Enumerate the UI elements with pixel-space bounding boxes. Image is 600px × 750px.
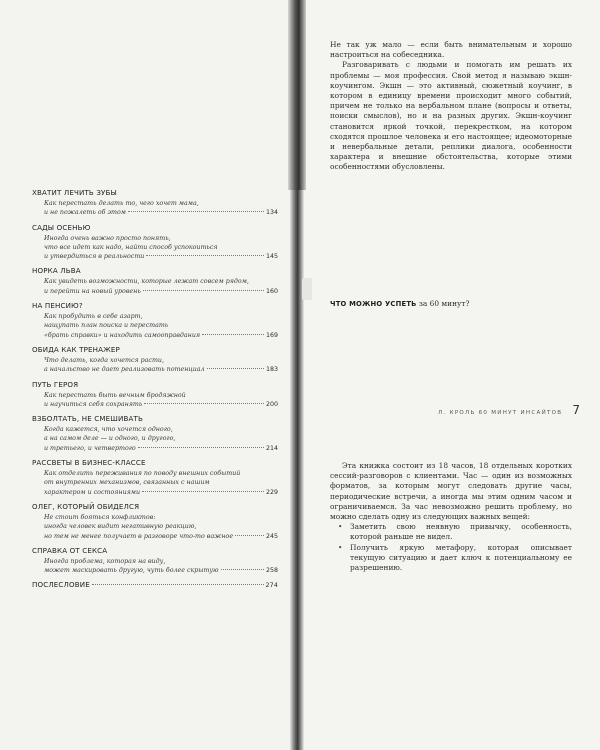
toc-entry — [32, 502, 278, 541]
bullet-item: • Получить яркую метафору, которая описывает текущую ситуацию и дает ключ к потенциальному ее разрешению. — [330, 543, 572, 574]
toc-heading: ВЗБОЛТАТЬ, НЕ СМЕШИВАТЬ — [32, 414, 143, 424]
toc-description-line: Иногда проблема, которая на виду, — [44, 557, 166, 565]
toc-page-number: 200 — [265, 400, 278, 408]
toc-entry — [32, 345, 278, 375]
toc-description-line: а на самом деле — и одного, и другого, — [44, 435, 176, 443]
toc-heading-row — [32, 580, 278, 591]
toc-description — [32, 199, 278, 218]
toc-leader-dots — [92, 584, 264, 585]
body-text — [330, 461, 572, 573]
toc-leader-dots — [143, 290, 264, 291]
bullet-item: • Заметить свою неявную привычку, особенность, которой раньше не видел. — [330, 522, 572, 542]
toc-leader-dots — [146, 255, 264, 256]
toc-page-number: 145 — [265, 253, 278, 261]
toc-page-number: 214 — [265, 444, 278, 452]
toc-heading: НА ПЕНСИЮ? — [32, 301, 83, 311]
toc-description-line: иногда человек видит негативную реакцию, — [44, 523, 197, 531]
toc-description-line: может маскировать другую, чуть более скрытую — [44, 567, 219, 575]
toc-leader-dots — [221, 569, 264, 570]
toc-entry — [32, 223, 278, 262]
toc-description-last-line — [44, 287, 278, 296]
bullet-list — [330, 522, 572, 573]
toc-description-line: и не пожалеть об этом — [44, 209, 126, 217]
toc-description-line: Иногда очень важно просто понять, — [44, 234, 171, 242]
toc-page-number: 134 — [265, 209, 278, 217]
toc-heading: ХВАТИТ ЛЕЧИТЬ ЗУБЫ — [32, 188, 117, 197]
toc-description-line: Как увидеть возможности, которые лежат совсем рядом, — [44, 278, 249, 286]
toc-page-number: 274 — [265, 582, 278, 590]
toc-heading: ОБИДА КАК ТРЕНАЖЕР — [32, 344, 120, 354]
toc-description — [32, 557, 278, 576]
toc-page-number: 169 — [265, 331, 278, 339]
toc-description-line: и утвердиться в реальности — [44, 253, 145, 261]
page-tab-mark — [302, 278, 324, 300]
toc-description-line: от внутренних механизмов, связанных с нашим — [44, 479, 210, 487]
toc-description-line: Как отделить переживания по поводу внешних событий — [44, 470, 241, 478]
toc-heading: ПОСЛЕСЛОВИЕ — [32, 580, 90, 590]
toc-description-line: Не стоит бояться конфликтов: — [44, 513, 156, 521]
toc-page-number: 245 — [265, 532, 278, 540]
intro-text — [330, 40, 572, 173]
toc-page-number: 160 — [265, 287, 278, 295]
toc-entry — [32, 188, 278, 218]
table-of-contents — [32, 188, 278, 596]
toc-leader-dots — [235, 535, 264, 536]
toc-description — [32, 312, 278, 340]
toc-description-line: и научиться себя сохранять — [44, 400, 143, 408]
toc-description — [32, 391, 278, 410]
toc-description-line: Как пробудить в себе азарт, — [44, 313, 143, 321]
running-footer — [420, 403, 580, 417]
toc-description — [32, 356, 278, 375]
toc-entry — [32, 546, 278, 576]
toc-description-line: и перейти на новый уровень — [44, 287, 141, 295]
toc-description-last-line — [44, 488, 278, 497]
toc-description-last-line — [44, 532, 278, 541]
toc-description — [32, 469, 278, 497]
toc-description-line: «брать справки» и находить самооправдания — [44, 331, 201, 339]
toc-description-line: Когда кажется, что хочется одного, — [44, 426, 173, 434]
toc-leader-dots — [138, 447, 264, 448]
toc-description — [32, 234, 278, 262]
toc-description-last-line — [44, 365, 278, 374]
toc-entry — [32, 580, 278, 591]
toc-heading: НОРКА ЛЬВА — [32, 266, 81, 276]
toc-description-line: Что делать, когда хочется расти, — [44, 356, 164, 364]
toc-page-number: 183 — [265, 366, 278, 374]
toc-leader-dots — [207, 368, 264, 369]
toc-heading: СПРАВКА ОТ СЕКСА — [32, 545, 108, 555]
book-gutter-shadow-top — [288, 0, 306, 190]
toc-entry — [32, 301, 278, 340]
toc-description-last-line — [44, 566, 278, 575]
body-paragraph-1: Эта книжка состоит из 18 часов, 18 отдельных коротких сессий-разговоров с клиентами. Час — один из возможных форматов, за которым могут следовать другие часы, периодические встречи, а иногда мы этим одним часом и ограничиваемся. За час невозможно решить проблему, но можно сделать одну из следующих важных вещей: — [330, 461, 572, 522]
toc-heading: ОЛЕГ, КОТОРЫЙ ОБИДЕЛСЯ — [32, 501, 140, 511]
toc-description-line: характером и состояниями — [44, 488, 141, 496]
toc-entry — [32, 414, 278, 453]
toc-entry — [32, 266, 278, 296]
toc-leader-dots — [142, 491, 264, 492]
toc-leader-dots — [128, 211, 264, 212]
toc-description-last-line — [44, 252, 278, 261]
toc-description — [32, 513, 278, 541]
intro-paragraph-2: Разговаривать с людьми и помогать им решать их проблемы — моя профессия. Свой метод я называю экшн-коучингом. Экшн — это активный, сюжетный коучинг, в котором в единицу времени происходит много событий, причем не только на вербальном плане (вопросы и ответы, поиски смыслов), но и на разных других. Экшн-коучинг становится яркой точкой, перекрестком, на котором сходятся прошлое человека и его настоящее; идеомоторные и невербальные детали, реплики диалога, особенности характера и внешние обстоятельства, которые этими особенностями обусловлены. — [330, 60, 572, 172]
toc-heading: САДЫ ОСЕНЬЮ — [32, 222, 91, 232]
toc-description — [32, 425, 278, 453]
page-number: 7 — [572, 403, 580, 417]
toc-entry — [32, 458, 278, 497]
section-heading — [330, 299, 572, 309]
footer-author-title: Л. КРОЛЬ 60 МИНУТ ИНСАЙТОВ — [438, 410, 563, 416]
toc-page-number: 258 — [265, 567, 278, 575]
toc-page-number: 229 — [265, 488, 278, 496]
toc-description-line: Как перестать делать то, чего хочет мама, — [44, 200, 199, 207]
toc-description-line: и третьего, и четвертого — [44, 444, 136, 452]
section-heading-caps: ЧТО МОЖНО УСПЕТЬ — [330, 300, 417, 308]
section-heading-rest: за 60 минут? — [416, 299, 470, 308]
toc-description-last-line — [44, 400, 278, 409]
toc-heading: ПУТЬ ГЕРОЯ — [32, 379, 79, 389]
toc-description-line: но тем не менее получает в разговоре что-то важное — [44, 532, 234, 540]
toc-leader-dots — [144, 403, 264, 404]
toc-description-last-line — [44, 331, 278, 340]
toc-description-last-line — [44, 208, 278, 217]
toc-leader-dots — [202, 334, 264, 335]
intro-paragraph-1: Не так уж мало — если быть внимательным и хорошо настроиться на собеседника. — [330, 40, 572, 60]
section-block — [330, 299, 572, 309]
toc-description-last-line — [44, 444, 278, 453]
toc-description-line: а начальство не дает реализовать потенциал — [44, 366, 205, 374]
toc-description-line: Как перестать быть вечным бродяжной — [44, 391, 186, 399]
toc-description — [32, 277, 278, 296]
toc-description-line: что все идет как надо, найти способ успокоиться — [44, 243, 218, 251]
toc-description-line: нащупать план поиска и перестать — [44, 322, 169, 330]
toc-entry — [32, 380, 278, 410]
toc-heading: РАССВЕТЫ В БИЗНЕС-КЛАССЕ — [32, 458, 146, 468]
